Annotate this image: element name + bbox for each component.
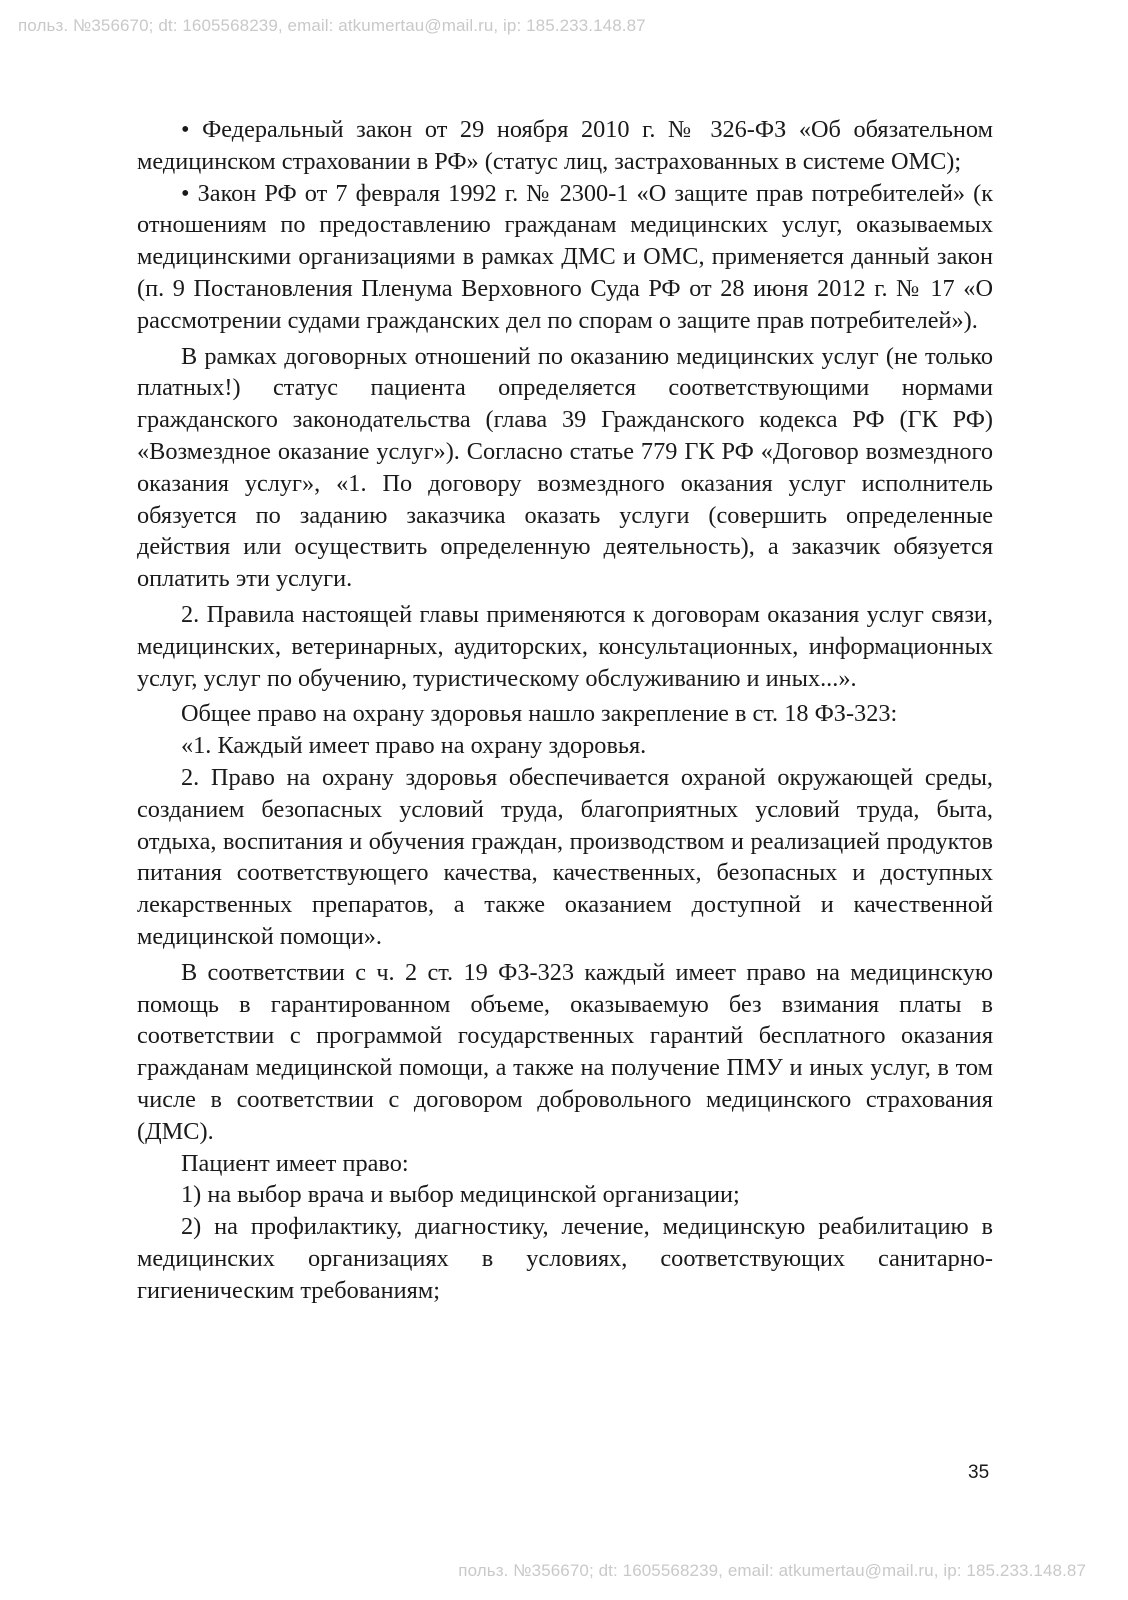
paragraph: • Закон РФ от 7 февраля 1992 г. № 2300-1 «О защите прав потребителей» (к отношениям по предоставлению гражданам медицинских услуг, оказываемых медицинскими организациями в рамках ДМС и ОМС, применяется данный закон (п. 9 Постановления Пленума Верховного Суда РФ от 28 июня 2012 г. № 17 «О рассмотрении судами гражданских дел по спорам о защите прав потребителей»).: [137, 179, 993, 334]
paragraph: В соответствии с ч. 2 ст. 19 ФЗ-323 каждый имеет право на медицинскую помощь в гарантированном объеме, оказываемую без взимания платы в соответствии с программой государственных гарантий бесплатного оказания гражданам медицинской помощи, а также на получение ПМУ и иных услуг, в том числе в соответствии с договором добровольного медицинского страхования (ДМС).: [137, 958, 993, 1145]
paragraph: «1. Каждый имеет право на охрану здоровья.: [181, 732, 647, 760]
paragraph: 2) на профилактику, диагностику, лечение, медицинскую реабилитацию в медицинских организациях в условиях, соответствующих санитарно-гигиеническим требованиям;: [137, 1213, 993, 1304]
page-number: 35: [968, 1462, 990, 1483]
paragraph: В рамках договорных отношений по оказанию медицинских услуг (не только платных!) статус пациента определяется соответствующими нормами гражданского законодательства (глава 39 Гражданского кодекса РФ (ГК РФ) «Возмездное оказание услуг»). Согласно статье 779 ГК РФ «Договор возмездного оказания услуг», «1. По договору возмездного оказания услуг исполнитель обязуется по заданию заказчика оказать услуги (совершить определенные действия или осуществить определенную деятельность), а заказчик обязуется оплатить эти услуги.: [137, 342, 993, 593]
watermark-bottom: польз. №356670; dt: 1605568239, email: atkumertau@mail.ru, ip: 185.233.148.87: [458, 1561, 1086, 1580]
paragraph: 2. Правила настоящей главы применяются к договорам оказания услуг связи, медицинских, ветеринарных, аудиторских, консультационных, информационных услуг, услуг по обучению, туристическому обслуживанию и иных...».: [137, 600, 993, 692]
paragraph: • Федеральный закон от 29 ноября 2010 г. № 326-ФЗ «Об обязательном медицинском страховании в РФ» (статус лиц, застрахованных в системе ОМС);: [137, 116, 993, 175]
page-body: [137, 114, 993, 1306]
paragraph: Пациент имеет право:: [181, 1149, 409, 1177]
watermark-top: польз. №356670; dt: 1605568239, email: atkumertau@mail.ru, ip: 185.233.148.87: [18, 16, 646, 35]
paragraph: 1) на выбор врача и выбор медицинской организации;: [181, 1181, 740, 1209]
paragraph: Общее право на охрану здоровья нашло закрепление в ст. 18 ФЗ-323:: [181, 700, 898, 728]
paragraph: 2. Право на охрану здоровья обеспечивается охраной окружающей среды, созданием безопасных условий труда, благоприятных условий труда, быта, отдыха, воспитания и обучения граждан, производством и реализацией продуктов питания соответствующего качества, качественных, безопасных и доступных лекарственных препаратов, а также оказанием доступной и качественной медицинской помощи».: [137, 763, 993, 950]
